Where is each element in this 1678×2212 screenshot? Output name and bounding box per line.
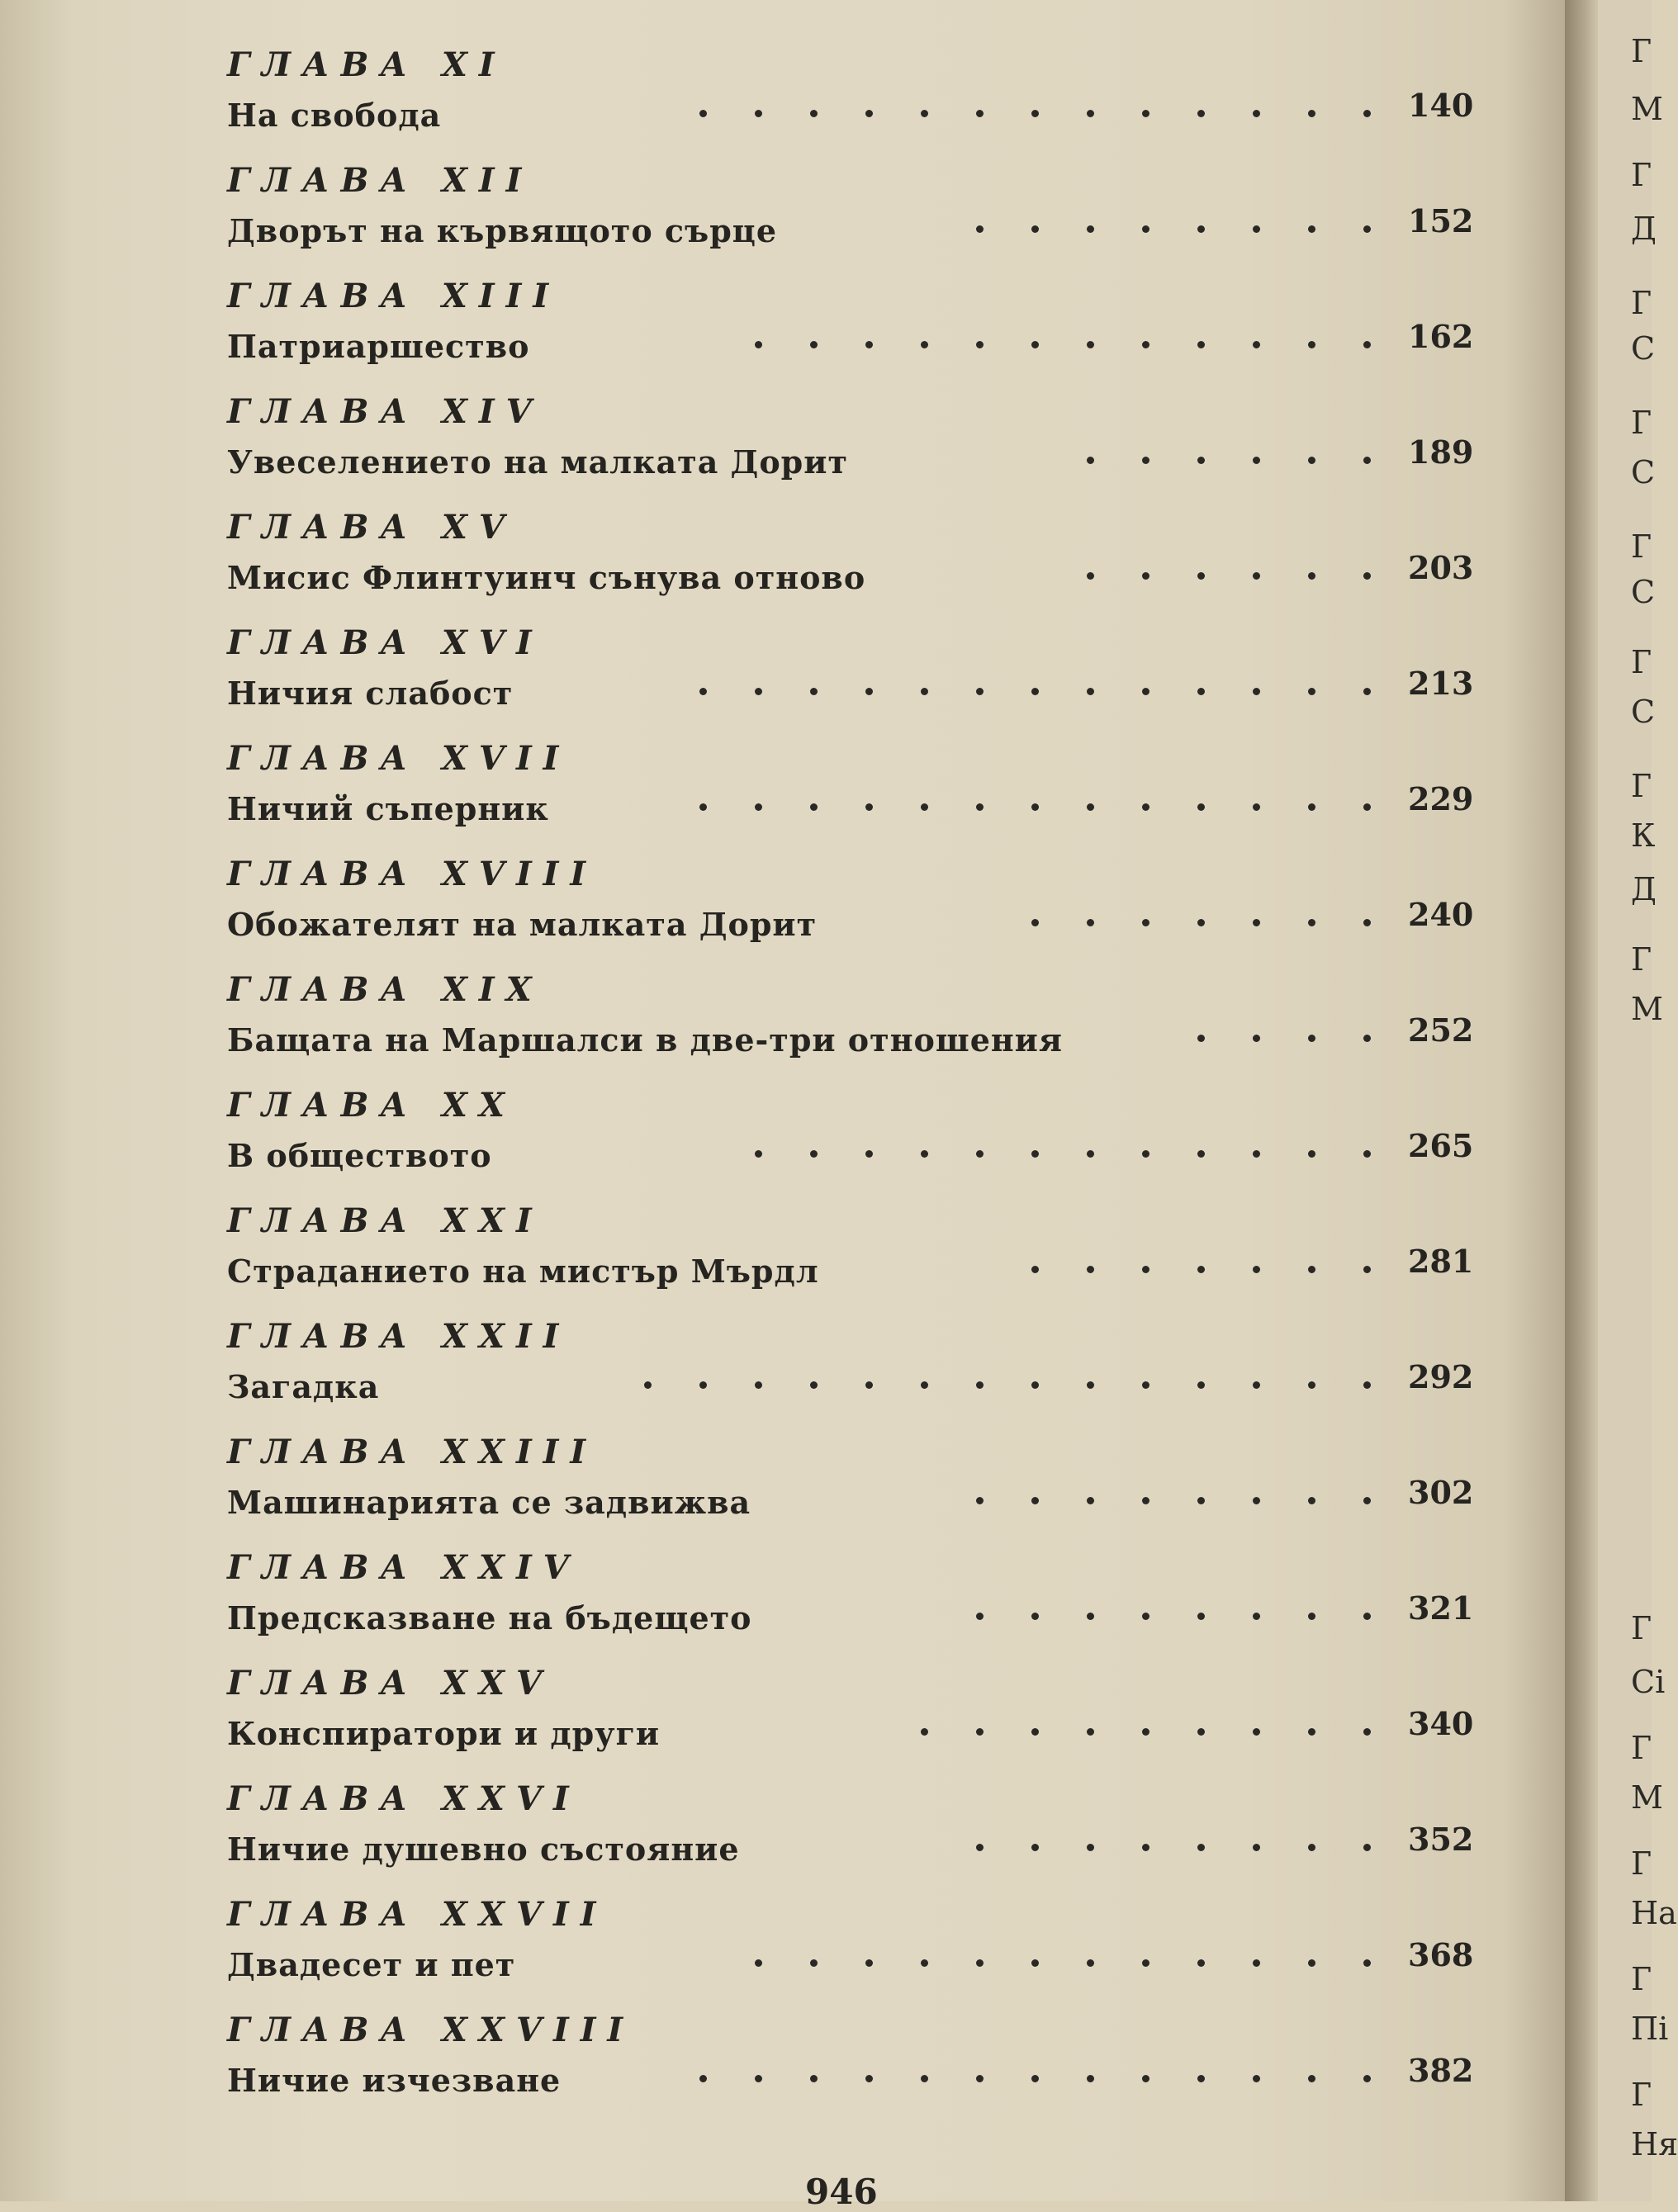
dot-leader	[1197, 1035, 1371, 1043]
page-number: 240	[1408, 896, 1474, 933]
page-number: 281	[1408, 1243, 1474, 1280]
toc-entry	[0, 855, 1565, 970]
adjacent-page-fragment: На	[1631, 1895, 1677, 1931]
chapter-label: ГЛАВА XIX	[227, 970, 543, 1009]
dot-leader	[644, 1381, 1371, 1390]
adjacent-page-fragment: Г	[1631, 1961, 1652, 1997]
adjacent-page-fragment: Г	[1631, 33, 1652, 69]
adjacent-page-fragment: Г	[1631, 285, 1652, 321]
toc-entry	[0, 277, 1565, 392]
chapter-title: Ничие изчезване	[227, 2062, 562, 2099]
toc-entry	[0, 161, 1565, 277]
adjacent-page-fragment: С	[1631, 454, 1656, 490]
page-number: 140	[1408, 87, 1474, 124]
chapter-label: ГЛАВА XXVII	[227, 1895, 608, 1934]
adjacent-page-fragment: Г	[1631, 2077, 1652, 2113]
chapter-label: ГЛАВА XXII	[227, 1317, 571, 1356]
page-number: 229	[1408, 780, 1474, 817]
dot-leader	[1087, 457, 1371, 465]
adjacent-page-fragment: Г	[1631, 157, 1652, 193]
toc-entry	[0, 739, 1565, 855]
chapter-label: ГЛАВА XVII	[227, 739, 571, 778]
adjacent-page-fragment: М	[1631, 91, 1663, 127]
adjacent-page-fragment: Г	[1631, 1845, 1652, 1882]
chapter-label: ГЛАВА XIV	[227, 392, 543, 431]
adjacent-page-fragment: М	[1631, 991, 1663, 1027]
toc-entry	[0, 1201, 1565, 1317]
adjacent-page-fragment: Сі	[1631, 1664, 1666, 1700]
adjacent-page-fragment: К	[1631, 817, 1656, 854]
toc-entry	[0, 1433, 1565, 1548]
chapter-label: ГЛАВА XVI	[227, 623, 543, 662]
page-number: 321	[1408, 1589, 1474, 1627]
toc-entry	[0, 1548, 1565, 1664]
chapter-label: ГЛАВА XII	[227, 161, 533, 200]
chapter-title: Увеселението на малката Дорит	[227, 443, 848, 481]
toc-entry	[0, 2011, 1565, 2126]
page-number: 302	[1408, 1474, 1474, 1511]
dot-leader	[699, 688, 1371, 696]
adjacent-page-fragment: Г	[1631, 941, 1652, 978]
chapter-label: ГЛАВА XXIV	[227, 1548, 581, 1587]
adjacent-page-fragment: Г	[1631, 768, 1652, 804]
dot-leader	[755, 1150, 1371, 1158]
adjacent-page-fragment: М	[1631, 1779, 1663, 1816]
chapter-label: ГЛАВА XV	[227, 508, 516, 547]
chapter-title: Патриаршество	[227, 328, 530, 365]
chapter-title: Загадка	[227, 1368, 380, 1405]
page-number: 292	[1408, 1358, 1474, 1395]
page-number: 252	[1408, 1011, 1474, 1049]
book-gutter	[1565, 0, 1598, 2201]
chapter-label: ГЛАВА XXV	[227, 1664, 553, 1703]
adjacent-page-fragment: Д	[1631, 211, 1657, 247]
toc-entry	[0, 1086, 1565, 1201]
page-number: 265	[1408, 1127, 1474, 1164]
dot-leader	[976, 1613, 1371, 1621]
toc-entry	[0, 1779, 1565, 1895]
chapter-title: Ничий съперник	[227, 790, 549, 827]
toc-entry	[0, 1895, 1565, 2011]
dot-leader	[976, 225, 1371, 234]
chapter-label: ГЛАВА XX	[227, 1086, 516, 1125]
dot-leader	[976, 1844, 1371, 1852]
toc-entry	[0, 970, 1565, 1086]
dot-leader	[976, 1497, 1371, 1505]
chapter-label: ГЛАВА XXIII	[227, 1433, 598, 1471]
toc-entry	[0, 623, 1565, 739]
toc-entry	[0, 1664, 1565, 1779]
toc-entry	[0, 45, 1565, 161]
dot-leader	[699, 2075, 1371, 2083]
adjacent-page	[1598, 0, 1678, 2201]
chapter-title: На свобода	[227, 97, 442, 134]
page-number: 203	[1408, 549, 1474, 586]
chapter-title: Обожателят на малката Дорит	[227, 906, 818, 943]
page-number: 189	[1408, 433, 1474, 471]
adjacent-page-fragment: Г	[1631, 405, 1652, 441]
page-folio: 946	[805, 2172, 878, 2212]
chapter-title: Дворът на кървящото сърце	[227, 212, 778, 249]
page-number: 152	[1408, 202, 1474, 239]
chapter-title: Двадесет и пет	[227, 1946, 516, 1983]
adjacent-page-fragment: Г	[1631, 528, 1652, 565]
dot-leader	[699, 110, 1371, 118]
page-number: 382	[1408, 2052, 1474, 2089]
page-number: 340	[1408, 1705, 1474, 1742]
adjacent-page-fragment: С	[1631, 694, 1656, 730]
chapter-title: Бащата на Маршалси в две-три отношения	[227, 1021, 1063, 1059]
dot-leader	[921, 1728, 1371, 1736]
dot-leader	[755, 1959, 1371, 1968]
adjacent-page-fragment: Г	[1631, 644, 1652, 680]
adjacent-page-fragment: Пі	[1631, 2011, 1669, 2047]
chapter-label: ГЛАВА XXVIII	[227, 2011, 635, 2049]
adjacent-page-fragment: Д	[1631, 871, 1657, 907]
dot-leader	[699, 803, 1371, 812]
toc-entry	[0, 1317, 1565, 1433]
dot-leader	[1031, 1266, 1371, 1274]
chapter-title: Мисис Флинтуинч сънува отново	[227, 559, 866, 596]
adjacent-page-fragment: С	[1631, 330, 1656, 367]
dot-leader	[1031, 919, 1371, 927]
page-number: 213	[1408, 665, 1474, 702]
chapter-title: Предсказване на бъдещето	[227, 1599, 752, 1637]
dot-leader	[1087, 572, 1371, 580]
chapter-title: Конспиратори и други	[227, 1715, 661, 1752]
dot-leader	[755, 341, 1371, 349]
chapter-label: ГЛАВА XXVI	[227, 1779, 581, 1818]
adjacent-page-fragment: С	[1631, 574, 1656, 610]
adjacent-page-fragment: Г	[1631, 1610, 1652, 1646]
chapter-title: Ничия слабост	[227, 675, 514, 712]
page-number: 162	[1408, 318, 1474, 355]
chapter-label: ГЛАВА XIII	[227, 277, 561, 315]
chapter-label: ГЛАВА XI	[227, 45, 506, 84]
chapter-label: ГЛАВА XXI	[227, 1201, 543, 1240]
page-number: 352	[1408, 1821, 1474, 1858]
chapter-title: В обществото	[227, 1137, 492, 1174]
chapter-title: Машинарията се задвижва	[227, 1484, 751, 1521]
adjacent-page-fragment: Г	[1631, 1730, 1652, 1766]
chapter-label: ГЛАВА XVIII	[227, 855, 598, 893]
chapter-title: Ничие душевно състояние	[227, 1831, 740, 1868]
toc-entry	[0, 508, 1565, 623]
adjacent-page-fragment: Ня	[1631, 2126, 1678, 2162]
chapter-title: Страданието на мистър Мърдл	[227, 1253, 819, 1290]
page-number: 368	[1408, 1936, 1474, 1973]
toc-entry	[0, 392, 1565, 508]
